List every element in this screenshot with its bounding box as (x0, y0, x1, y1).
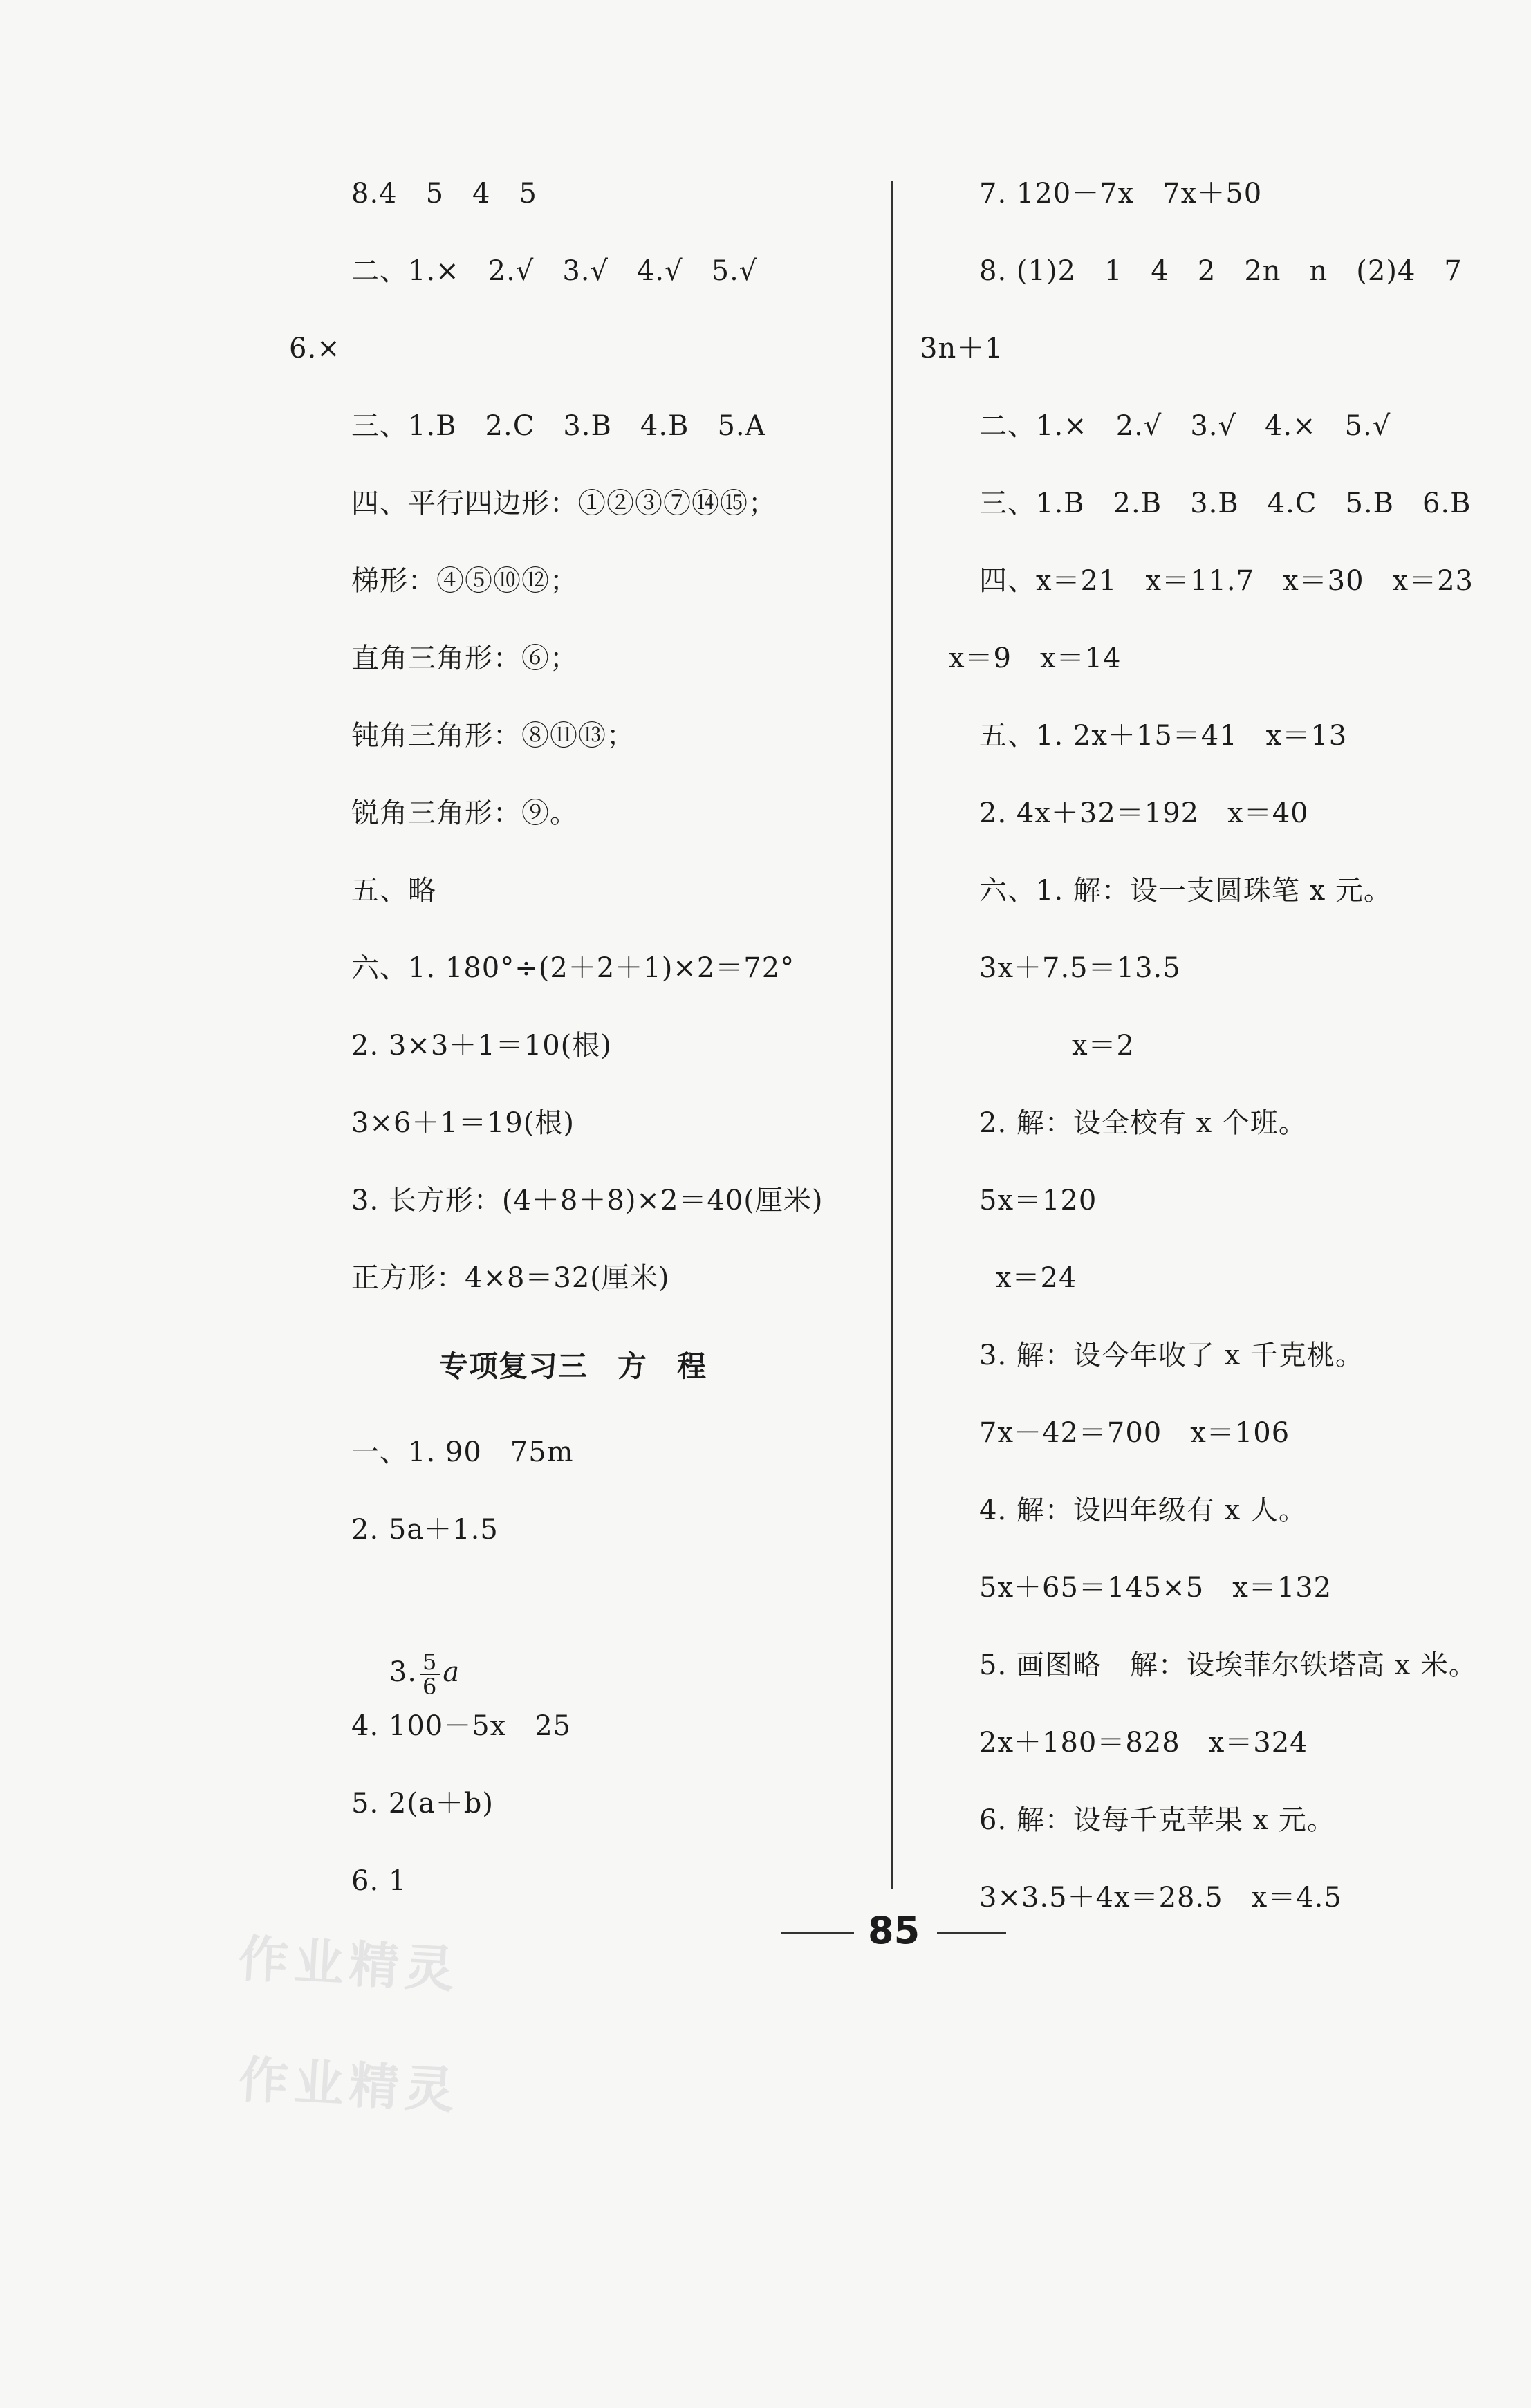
page-number-rule-right (937, 1932, 1006, 1934)
answer-line: 7x－42＝700 x＝106 (979, 1417, 1290, 1449)
answer-line: 一、1. 90 75m (351, 1436, 574, 1468)
answer-line: x＝9 x＝14 (949, 642, 1122, 674)
answer-line: 锐角三角形：⑨。 (351, 797, 578, 829)
answer-line: 3×3.5＋4x＝28.5 x＝4.5 (979, 1882, 1342, 1914)
answer-line: 正方形：4×8＝32(厘米) (351, 1262, 670, 1294)
answer-line: x＝24 (996, 1262, 1077, 1294)
answer-line: 五、1. 2x＋15＝41 x＝13 (979, 720, 1348, 752)
answer-line: 钝角三角形：⑧⑪⑬； (351, 720, 635, 752)
answer-line: 3x＋7.5＝13.5 (979, 952, 1181, 984)
answer-line: 2. 解：设全校有 x 个班。 (979, 1107, 1307, 1139)
answer-line: 六、1. 解：设一支圆珠笔 x 元。 (979, 875, 1392, 907)
answer-line: 三、1.B 2.B 3.B 4.C 5.B 6.B (979, 488, 1472, 519)
answer-line: 2. 4x＋32＝192 x＝40 (979, 797, 1309, 829)
answer-line: 二、1.× 2.√ 3.√ 4.√ 5.√ (351, 255, 758, 287)
page-number: 85 (868, 1909, 920, 1952)
answer-line: 6.× (289, 333, 341, 364)
answer-line: 四、平行四边形：①②③⑦⑭⑮； (351, 488, 777, 519)
section-heading: 专项复习三 方 程 (439, 1349, 707, 1383)
answer-line: 3. 长方形：(4＋8＋8)×2＝40(厘米) (351, 1185, 824, 1216)
fraction-denominator: 6 (423, 1674, 438, 1700)
answer-line: 梯形：④⑤⑩⑫； (351, 565, 578, 597)
answer-line: 6. 1 (351, 1865, 407, 1897)
answer-line: 四、x＝21 x＝11.7 x＝30 x＝23 (979, 565, 1474, 597)
answer-line: 二、1.× 2.√ 3.√ 4.× 5.√ (979, 410, 1391, 442)
answer-line: 六、1. 180°÷(2＋2＋1)×2＝72° (351, 952, 795, 984)
answer-line: 5x＝120 (979, 1185, 1097, 1216)
answer-line: 6. 解：设每千克苹果 x 元。 (979, 1804, 1335, 1836)
watermark: 作业精灵 (237, 2050, 461, 2120)
answer-line: 2. 5a＋1.5 (351, 1514, 499, 1546)
fraction (420, 1650, 440, 1698)
answer-line: 5. 2(a＋b) (351, 1788, 494, 1819)
answer-line: 3. 解：设今年收了 x 千克桃。 (979, 1340, 1364, 1371)
watermark: 作业精灵 (237, 1929, 461, 1999)
column-divider (891, 181, 893, 1889)
answer-line: x＝2 (1072, 1030, 1135, 1062)
answer-line: 2. 3×3＋1＝10(根) (351, 1030, 612, 1062)
page-number-rule-left (781, 1932, 854, 1934)
answer-line: 2x＋180＝828 x＝324 (979, 1727, 1308, 1759)
answer-line: 5. 画图略 解：设埃菲尔铁塔高 x 米。 (979, 1649, 1477, 1681)
answer-line: 5x＋65＝145×5 x＝132 (979, 1572, 1333, 1604)
answer-line: 4. 解：设四年级有 x 人。 (979, 1494, 1307, 1526)
fraction-prefix: 3. (389, 1656, 418, 1688)
answer-line: 4. 100－5x 25 (351, 1710, 572, 1742)
answer-line: 3×6＋1＝19(根) (351, 1107, 575, 1139)
fraction-numerator: 5 (420, 1650, 440, 1675)
answer-line: 直角三角形：⑥； (351, 642, 578, 674)
answer-line: 8. (1)2 1 4 2 2n n (2)4 7 (979, 255, 1463, 287)
fraction-variable: a (443, 1656, 461, 1688)
answer-line: 三、1.B 2.C 3.B 4.B 5.A (351, 410, 766, 442)
answer-line: 3n＋1 (920, 333, 1003, 364)
answer-line: 8.4 5 4 5 (351, 178, 537, 210)
answer-line: 7. 120－7x 7x＋50 (979, 178, 1263, 210)
answer-line: 五、略 (351, 875, 436, 907)
